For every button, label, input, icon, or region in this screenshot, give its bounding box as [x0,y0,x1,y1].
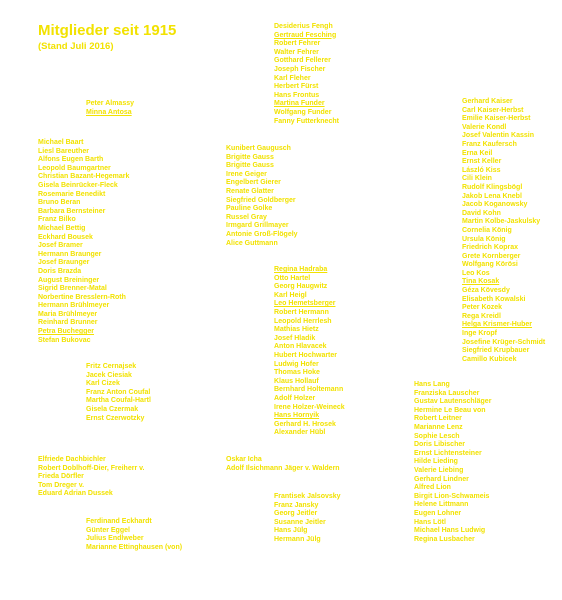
member-name: Eckhard Bousek [38,233,93,241]
member-list-d [38,456,144,499]
member-name: Irmgard Grillmayer [226,222,289,230]
member-name: Franziska Lauscher [414,389,480,397]
member-name: Tina Kosak [462,278,500,286]
member-name: Alfred Lion [414,484,451,492]
member-name: Hans Lang [414,381,450,388]
member-name: Jacek Ciesiak [86,371,132,379]
member-name: Martha Coufal-Hartl [86,397,151,405]
member-name: Georg Jeitler [274,510,318,518]
member-name: Peter Almassy [86,100,134,107]
member-name: Carl Kaiser-Herbst [462,106,524,114]
member-name: Cornelia König [462,226,512,234]
member-name: Marianne Lenz [414,423,463,431]
member-name: Barbara Bernsteiner [38,207,106,215]
member-name: Engelbert Gierer [226,179,281,187]
member-list-i [226,456,340,473]
member-name: Hans Lötl [414,518,446,526]
member-name: Gertraud Fesching [274,31,337,39]
member-name: Regina Hadraba [274,266,328,273]
member-name: Adolf Holzer [274,394,316,402]
member-name: Alice Guttmann [226,239,278,247]
member-name: Josef Braunger [38,259,90,267]
member-name: Sophie Lesch [414,432,460,440]
member-name: Siegfried Krupbauer [462,347,530,355]
member-name: Stefan Bukovac [38,336,91,344]
member-name: Brigitte Gauss [226,153,274,161]
member-name: Cili Klein [462,175,492,183]
member-name: Joseph Fischer [274,65,326,73]
member-name: Irene Holzer-Weineck [274,403,345,411]
member-name: Martin Kolbe-Jaskulsky [462,218,541,226]
member-name: Thomas Hoke [274,369,320,377]
member-name: Ferdinand Eckhardt [86,518,152,525]
member-name: Walter Fehrer [274,48,319,56]
member-name: Camillo Kubicek [462,355,517,363]
member-name: Maria Brühlmeyer [38,310,98,318]
member-name: Bruno Beran [38,199,81,207]
member-name: Fanny Futterknecht [274,117,339,125]
member-name: Alexander Hübl [274,429,326,437]
member-name: László Kiss [462,166,501,174]
member-name: Helga Krismer-Huber [462,321,533,329]
member-name: Karl Fleher [274,74,311,82]
member-name: Josef Valentin Kassin [462,132,534,140]
member-name: Tom Dreger v. [38,481,85,489]
member-name: Martina Funder [274,100,325,108]
member-name: Irene Geiger [226,170,267,178]
page-subtitle: (Stand Juli 2016) [38,41,114,52]
member-name: Alfons Eugen Barth [38,156,104,164]
member-name: Valerie Liebing [414,466,464,474]
member-name: Hermann Braunger [38,250,102,258]
member-name: Norbertine Bresslern-Roth [38,293,126,301]
member-name: Adolf Ilsichmann Jäger v. Waldern [226,464,340,472]
member-name: Franz Bilko [38,216,76,224]
member-name: Russel Gray [226,213,267,221]
member-name: Hubert Hochwarter [274,351,338,359]
member-name: David Kohn [462,209,501,217]
member-name: Josefine Krüger-Schmidt [462,338,546,346]
member-name: Doris Brazda [38,267,82,275]
member-name: Julius Endlweber [86,535,144,543]
member-name: Desiderius Fengh [274,23,333,30]
member-name: Regina Lusbacher [414,535,475,543]
member-name: Friedrich Koprax [462,244,519,252]
member-name: Antonie Groß-Flögely [226,230,298,238]
member-name: Franz Anton Coufal [86,388,151,396]
member-name: Brigitte Gauss [226,162,274,170]
member-name: Grete Kornberger [462,252,521,260]
member-name: Valerie Kondl [462,123,507,131]
member-name: Gotthard Fellerer [274,57,331,65]
member-name: Gisela Czermak [86,405,139,413]
member-name: Michael Bettig [38,224,86,232]
member-list-b [38,139,129,345]
member-name: Ernst Lichtensteiner [414,449,482,457]
member-name: Christian Bazant-Hegemark [38,173,130,181]
member-name: Eugen Lohner [414,509,462,517]
member-name: Inge Kropf [462,330,497,338]
member-name: Leopold Herrlesh [274,317,332,325]
member-name: Leopold Baumgartner [38,164,111,172]
member-name: Ludwig Hofer [274,360,319,368]
member-name: Karl Heigl [274,291,307,299]
member-name: Robert Fehrer [274,40,321,48]
member-name: Leo Hemetsberger [274,300,336,308]
member-name: Gustav Lautenschläger [414,398,492,406]
member-list-h [274,266,345,438]
member-name: Hans Jülg [274,527,308,535]
member-name: Robert Doblhoff-Dier, Freiherr v. [38,464,145,472]
member-name: Gerhard Lindner [414,475,469,483]
member-name: Gerhard H. Hrosek [274,420,336,428]
member-name: August Breininger [38,276,100,284]
member-name: Herbert Fürst [274,83,319,91]
member-name: Hans Frontus [274,91,320,99]
member-list-l [414,381,491,544]
member-name: Ernst Keller [462,158,502,166]
member-name: Peter Kozek [462,304,503,312]
member-name: Fritz Cernajsek [86,363,137,370]
member-name: Elisabeth Kowalski [462,295,526,303]
member-list-j [274,493,341,545]
member-name: Hermann Jülg [274,535,321,543]
member-name: Gerhard Kaiser [462,98,513,105]
member-name: Wolfgang Funder [274,108,332,116]
member-name: Marianne Ettinghausen (von) [86,543,183,551]
member-name: Eduard Adrian Dussek [38,490,113,498]
member-name: Ursula König [462,235,506,243]
member-name: Rudolf Klingsbögl [462,183,523,191]
member-name: Hans Hornyik [274,412,320,420]
member-list-e [86,518,182,552]
member-name: Jakob Lena Knebl [462,192,522,200]
member-name: Frantisek Jalsovsky [274,493,341,500]
member-name: Anton Hlavacek [274,343,327,351]
member-list-f [274,23,339,126]
member-name: Hermine Le Beau von [414,406,486,414]
member-name: Leo Kos [462,269,490,277]
member-name: Oskar Icha [226,456,262,463]
member-name: Frieda Dörfler [38,473,84,481]
member-name: Rega Kreidl [462,312,501,320]
member-name: Michael Hans Ludwig [414,527,486,535]
member-name: Siegfried Goldberger [226,196,296,204]
member-name: Karl Cizek [86,380,120,388]
member-name: Otto Hartel [274,274,311,282]
member-name: Rosemarie Benedikt [38,190,106,198]
member-name: Georg Haugwitz [274,283,328,291]
member-name: Wolfgang Körösi [462,261,518,269]
member-name: Erna Keil [462,149,493,157]
member-list-g [226,145,298,248]
member-name: Josef Bramer [38,242,83,250]
member-list-a [86,100,134,117]
member-name: Ernst Czerwotzky [86,414,145,422]
member-name: Pauline Golke [226,205,273,213]
member-name: Gisela Beinrücker-Fleck [38,181,118,189]
member-name: Minna Antosa [86,108,132,116]
member-name: Helene Littmann [414,501,469,509]
member-name: Hilde Lieding [414,458,458,466]
member-list-k [462,98,545,364]
member-list-c [86,363,151,423]
member-name: Franz Kaufersch [462,140,517,148]
member-name: Klaus Hollauf [274,377,319,385]
member-name: Renate Glatter [226,187,274,195]
member-name: Sigrid Brenner-Matal [38,285,107,293]
member-name: Doris Libischer [414,441,465,449]
member-name: Petra Buchegger [38,328,95,336]
member-name: Emilie Kaiser-Herbst [462,115,531,123]
member-name: Jacob Koganowsky [462,201,528,209]
member-name: Reinhard Brunner [38,319,98,327]
member-name: Hermann Brühlmeyer [38,302,110,310]
member-name: Géza Kövesdy [462,287,510,295]
member-name: Liesl Bareuther [38,147,89,155]
member-name: Robert Leitner [414,415,462,423]
member-name: Mathias Hietz [274,326,319,334]
member-name: Kunibert Gaugusch [226,145,291,152]
member-name: Michael Baart [38,139,84,146]
member-name: Josef Hladik [274,334,316,342]
member-name: Franz Jansky [274,501,319,509]
member-name: Günter Eggel [86,526,130,534]
page-title: Mitglieder seit 1915 [38,22,177,39]
member-name: Bernhard Holtemann [274,386,344,394]
member-name: Birgit Lion-Schwameis [414,492,490,500]
member-name: Robert Hermann [274,308,329,316]
member-name: Susanne Jeitler [274,518,326,526]
member-name: Elfriede Dachbichler [38,456,106,463]
